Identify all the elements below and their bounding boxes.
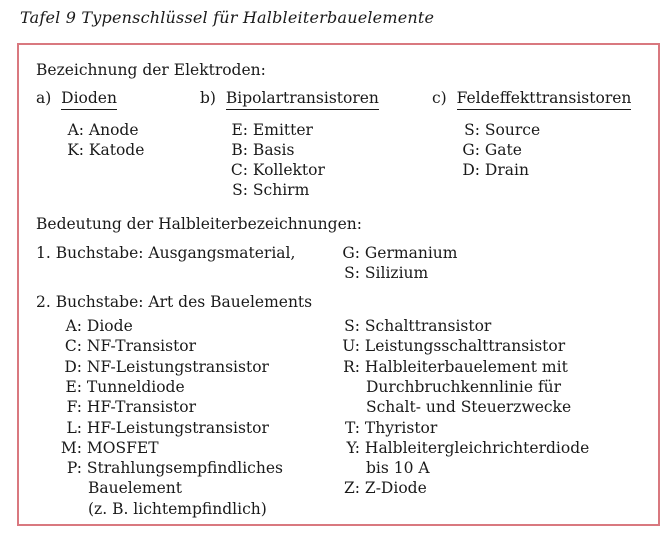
entry-text: Z-Diode: [360, 479, 427, 498]
entry-text: Basis: [248, 141, 295, 159]
entry-text: Germanium: [360, 244, 458, 262]
electrode-item: [224, 160, 325, 180]
entry-key: K:: [67, 141, 84, 159]
component-type-item: [56, 336, 196, 356]
entry-key: G:: [342, 244, 360, 262]
group-name: Bipolartransistoren: [226, 89, 379, 110]
component-type-item: [56, 438, 159, 458]
entry-text: Thyristor: [360, 418, 438, 437]
entry-text: Tunneldiode: [82, 377, 185, 396]
entry-key: U:: [342, 337, 360, 356]
component-type-item: [56, 458, 283, 478]
entry-key: S:: [232, 181, 248, 199]
group-marker: b): [200, 89, 216, 107]
entry-key: E:: [231, 121, 248, 139]
material-item: [336, 263, 428, 283]
entry-text: MOSFET: [82, 438, 159, 457]
entry-key: T:: [344, 418, 360, 437]
entry-text: Schalttransistor: [360, 317, 492, 335]
entry-text: HF-Transistor: [82, 398, 196, 417]
entry-text: Leistungsschalttransistor: [360, 337, 566, 356]
electrodes-heading: Bezeichnung der Elektroden:: [36, 61, 266, 79]
entry-key: C:: [230, 161, 248, 179]
entry-text: Halbleitergleichrichterdiode: [360, 438, 590, 457]
component-type-item: [336, 316, 491, 336]
table-title: Tafel 9 Typenschlüssel für Halbleiterbauelemente: [20, 8, 435, 27]
component-type-item: [56, 316, 133, 336]
component-type-item: [336, 438, 589, 458]
entry-key: F:: [66, 398, 82, 417]
first-letter-label: 1. Buchstabe: Ausgangsmaterial,: [36, 244, 296, 262]
electrode-item: [60, 140, 144, 160]
entry-text: Strahlungsempfindliches: [82, 459, 283, 478]
entry-key: Y:: [346, 438, 360, 457]
entry-key: C:: [64, 337, 82, 356]
electrode-item: [60, 120, 139, 140]
entry-text: Anode: [84, 121, 139, 139]
entry-text: Gate: [480, 141, 522, 159]
component-type-item: [336, 336, 565, 356]
entry-text-continued: Schalt- und Steuerzwecke: [366, 398, 572, 417]
entry-text: Emitter: [248, 121, 313, 139]
entry-text: Drain: [480, 161, 529, 179]
group-name: Feldeffekttransistoren: [457, 89, 632, 110]
entry-text: Katode: [84, 141, 145, 159]
entry-text: Diode: [82, 317, 133, 335]
component-type-item: [56, 377, 185, 397]
component-type-item: [336, 418, 437, 438]
entry-key: D:: [462, 161, 480, 179]
entry-key: P:: [66, 459, 82, 478]
electrode-item: [224, 180, 309, 200]
material-item: [336, 243, 457, 263]
group-marker: c): [432, 89, 447, 107]
entry-text-continued: bis 10 A: [366, 459, 430, 478]
entry-text-continued: Bauelement: [88, 479, 182, 498]
entry-key: M:: [60, 438, 82, 457]
component-type-item: [336, 357, 568, 377]
electrode-item: [224, 120, 313, 140]
electrode-item: [224, 140, 294, 160]
group-fet-heading: [432, 88, 631, 108]
electrode-item: [456, 140, 522, 160]
entry-key: S:: [344, 264, 360, 282]
component-type-item: [336, 478, 427, 498]
entry-key: G:: [462, 141, 480, 159]
entry-key: S:: [344, 317, 360, 335]
entry-key: A:: [67, 121, 84, 139]
entry-key: Z:: [344, 479, 360, 498]
group-name: Dioden: [61, 89, 117, 110]
electrode-item: [456, 120, 540, 140]
entry-text: Halbleiterbauelement mit: [360, 357, 568, 376]
entry-key: A:: [65, 317, 82, 335]
entry-text: Source: [480, 121, 541, 139]
electrode-item: [456, 160, 529, 180]
component-type-item: [56, 397, 196, 417]
entry-text: HF-Leistungstransistor: [82, 418, 269, 437]
entry-text-continued: (z. B. lichtempfindlich): [88, 499, 267, 518]
entry-key: E:: [65, 377, 82, 396]
entry-text: NF-Transistor: [82, 337, 197, 356]
group-dioden-heading: [36, 88, 117, 108]
entry-key: L:: [66, 418, 82, 437]
entry-text: Silizium: [360, 264, 429, 282]
group-marker: a): [36, 89, 52, 107]
second-letter-label: 2. Buchstabe: Art des Bauelements: [36, 293, 313, 311]
entry-text: NF-Leistungstransistor: [82, 357, 269, 376]
group-bipolar-heading: [200, 88, 379, 108]
entry-key: R:: [343, 357, 360, 376]
entry-key: D:: [64, 357, 82, 376]
entry-text: Kollektor: [248, 161, 325, 179]
component-type-item: [56, 357, 269, 377]
entry-key: B:: [231, 141, 248, 159]
meaning-heading: Bedeutung der Halbleiterbezeichnungen:: [36, 215, 362, 233]
entry-key: S:: [464, 121, 480, 139]
entry-text: Schirm: [248, 181, 310, 199]
component-type-item: [56, 418, 269, 438]
entry-text-continued: Durchbruchkennlinie für: [366, 377, 562, 396]
